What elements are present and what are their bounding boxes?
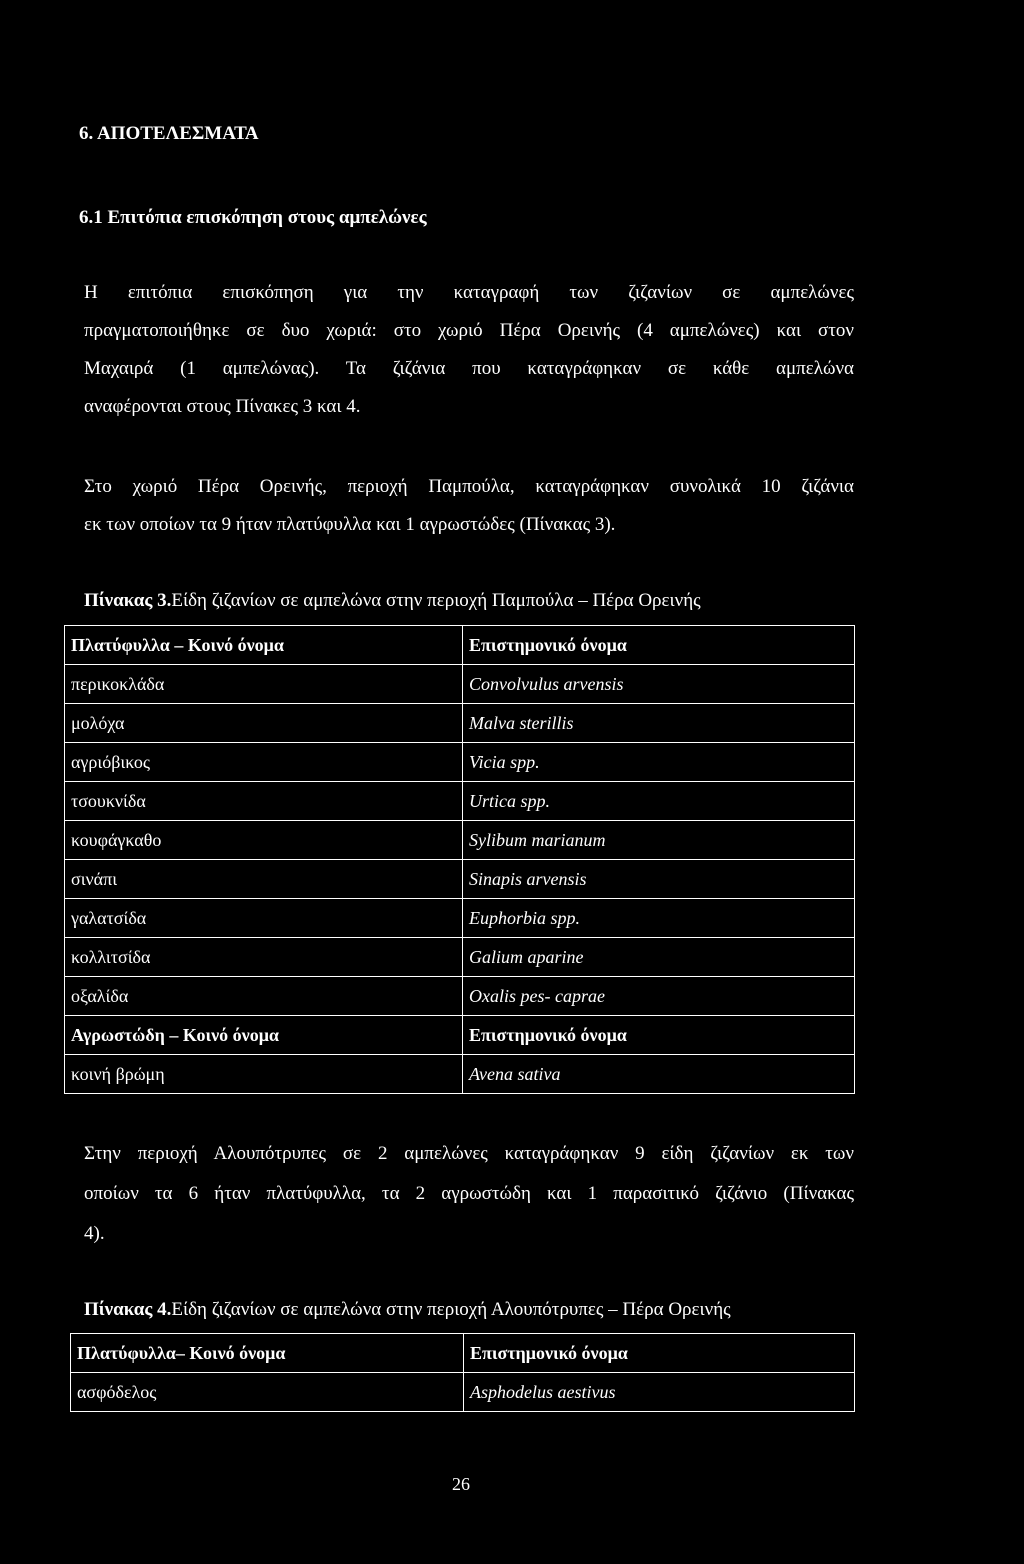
table-row (65, 782, 855, 821)
scientific-name-cell: Convolvulus arvensis (463, 665, 855, 704)
table-header-row (65, 626, 855, 665)
common-name-cell: αγριόβικος (65, 743, 463, 782)
table-row (65, 899, 855, 938)
table4-caption (84, 1299, 731, 1321)
common-name-cell: Αγρωστώδη – Κοινό όνομα (65, 1016, 463, 1055)
table-row (65, 977, 855, 1016)
table-row (65, 938, 855, 977)
scientific-name-cell: Galium aparine (463, 938, 855, 977)
scientific-name-cell: Επιστημονικό όνομα (463, 1016, 855, 1055)
scientific-name-cell: Vicia spp. (463, 743, 855, 782)
scientific-name-cell: Avena sativa (463, 1055, 855, 1094)
para3-line: 4). (84, 1223, 105, 1244)
table-row (65, 821, 855, 860)
table-row (65, 860, 855, 899)
scientific-name-cell: Επιστημονικό όνομα (463, 626, 855, 665)
para3-line: Στην περιοχή Αλουπότρυπες σε 2 αμπελώνες καταγράφηκαν 9 είδη ζιζανίων εκ των (84, 1143, 854, 1164)
table4 (70, 1333, 855, 1412)
table-header-row (71, 1334, 855, 1373)
scientific-name-cell: Επιστημονικό όνομα (464, 1334, 855, 1373)
table-row (65, 704, 855, 743)
para1-line: πραγματοποιήθηκε σε δυο χωριά: στο χωριό Πέρα Ορεινής (4 αμπελώνες) και στον (84, 320, 854, 341)
para1-line: αναφέρονται στους Πίνακες 3 και 4. (84, 396, 361, 417)
table-header-row (65, 1016, 855, 1055)
para2-line: εκ των οποίων τα 9 ήταν πλατύφυλλα και 1 αγρωστώδες (Πίνακας 3). (84, 514, 616, 535)
table3-caption (84, 590, 701, 612)
para3-line: οποίων τα 6 ήταν πλατύφυλλα, τα 2 αγρωστώδη και 1 παρασιτικό ζιζάνιο (Πίνακας (84, 1183, 854, 1204)
table-row (71, 1373, 855, 1412)
table-row (65, 1055, 855, 1094)
scientific-name-cell: Urtica spp. (463, 782, 855, 821)
table-row (65, 743, 855, 782)
common-name-cell: περικοκλάδα (65, 665, 463, 704)
section-heading: 6. ΑΠΟΤΕΛΕΣΜΑΤΑ (79, 123, 259, 144)
common-name-cell: Πλατύφυλλα– Κοινό όνομα (71, 1334, 464, 1373)
table4-caption-text: Είδη ζιζανίων σε αμπελώνα στην περιοχή Αλουπότρυπες – Πέρα Ορεινής (171, 1299, 731, 1320)
scientific-name-cell: Asphodelus aestivus (464, 1373, 855, 1412)
common-name-cell: κοινή βρώμη (65, 1055, 463, 1094)
table4-label: Πίνακας 4. (84, 1299, 172, 1320)
page-number: 26 (452, 1474, 470, 1494)
scientific-name-cell: Sinapis arvensis (463, 860, 855, 899)
table3-caption-text: Είδη ζιζανίων σε αμπελώνα στην περιοχή Παμπούλα – Πέρα Ορεινής (171, 590, 701, 611)
common-name-cell: Πλατύφυλλα – Κοινό όνομα (65, 626, 463, 665)
common-name-cell: ασφόδελος (71, 1373, 464, 1412)
para1-line: Η επιτόπια επισκόπηση για την καταγραφή των ζιζανίων σε αμπελώνες (84, 282, 854, 303)
subsection-heading: 6.1 Επιτόπια επισκόπηση στους αμπελώνες (79, 207, 427, 228)
common-name-cell: κολλιτσίδα (65, 938, 463, 977)
common-name-cell: κουφάγκαθο (65, 821, 463, 860)
common-name-cell: σινάπι (65, 860, 463, 899)
table3-label: Πίνακας 3. (84, 590, 172, 611)
table-row (65, 665, 855, 704)
scientific-name-cell: Sylibum marianum (463, 821, 855, 860)
common-name-cell: μολόχα (65, 704, 463, 743)
para1-line: Μαχαιρά (1 αμπελώνας). Τα ζιζάνια που καταγράφηκαν σε κάθε αμπελώνα (84, 358, 854, 379)
scientific-name-cell: Malva sterillis (463, 704, 855, 743)
scientific-name-cell: Oxalis pes- caprae (463, 977, 855, 1016)
scientific-name-cell: Euphorbia spp. (463, 899, 855, 938)
common-name-cell: γαλατσίδα (65, 899, 463, 938)
table3 (64, 625, 855, 1094)
common-name-cell: τσουκνίδα (65, 782, 463, 821)
common-name-cell: οξαλίδα (65, 977, 463, 1016)
para2-line: Στο χωριό Πέρα Ορεινής, περιοχή Παμπούλα, καταγράφηκαν συνολικά 10 ζιζάνια (84, 476, 854, 497)
